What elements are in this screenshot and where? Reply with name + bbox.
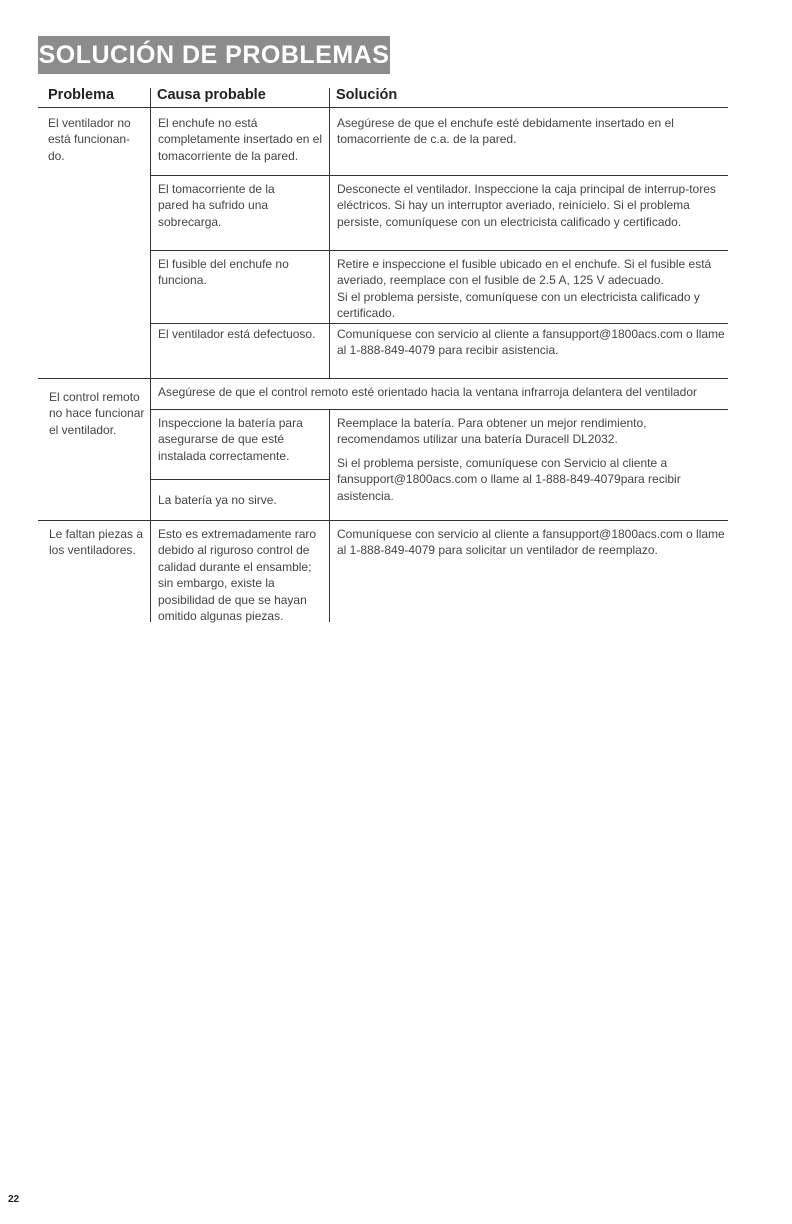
- row-separator: [151, 479, 329, 480]
- column-divider-1: [150, 88, 151, 622]
- solution-cell: Comuníquese con servicio al cliente a fansupport@1800acs.com o llame al 1-888-849-4079 para solicitar un ventilador de reemplazo.: [337, 527, 725, 558]
- problem-cell: El control remoto no hace funcionar el ventilador.: [49, 390, 145, 437]
- header-cause: Causa probable: [157, 87, 266, 103]
- column-divider-2a: [329, 88, 330, 378]
- page-number: 22: [8, 1194, 20, 1205]
- group-separator: [38, 520, 728, 521]
- solution-cell: Asegúrese de que el enchufe esté debidamente insertado en el tomacorriente de c.a. de la pared.: [337, 116, 674, 147]
- header-problem: Problema: [48, 87, 115, 103]
- cause-cell: La batería ya no sirve.: [158, 493, 277, 507]
- row-separator: [151, 250, 728, 251]
- row-separator: [151, 409, 728, 410]
- problem-cell: Le faltan piezas a los ventiladores.: [49, 527, 144, 558]
- cause-cell: Inspeccione la batería para asegurarse de que esté instalada correctamente.: [158, 416, 303, 463]
- column-divider-2b: [329, 409, 330, 622]
- cause-cell: Esto es extremadamente raro debido al riguroso control de calidad durante el ensamble; sin embargo, existe la posibilidad de que se hayan omitido algunas piezas.: [158, 527, 317, 624]
- header-solution: Solución: [336, 87, 398, 103]
- cause-cell: El ventilador está defectuoso.: [158, 327, 316, 341]
- solution-cell: Si el problema persiste, comuníquese con Servicio al cliente a fansupport@1800acs.com o llame al 1-888-849-4079para recibir asistencia.: [337, 456, 681, 503]
- cause-cell: El enchufe no está completamente insertado en el tomacorriente de la pared.: [158, 116, 323, 163]
- solution-cell: Retire e inspeccione el fusible ubicado en el enchufe. Si el fusible está averiado, reemplace con el fusible de 2.5 A, 125 V adecuado.: [337, 257, 712, 288]
- solution-cell: Desconecte el ventilador. Inspeccione la caja principal de interrup-tores eléctricos. Si hay un interruptor averiado, reinícielo. Si el problema persiste, comuníquese con un electricista calificado y certificado.: [337, 182, 716, 229]
- problem-cell: El ventilador no está funcionan-do.: [48, 116, 131, 163]
- header-underline-problem: [38, 107, 150, 108]
- row-separator: [151, 175, 728, 176]
- page-title-banner: SOLUCIÓN DE PROBLEMAS: [38, 36, 390, 74]
- solution-cell-extra: Si el problema persiste, comuníquese con un electricista calificado y certificado.: [337, 290, 700, 321]
- row-separator: [151, 323, 728, 324]
- remote-orientation-note: Asegúrese de que el control remoto esté orientado hacia la ventana infrarroja delantera del ventilador: [158, 385, 698, 399]
- cause-cell: El fusible del enchufe no funciona.: [158, 257, 289, 288]
- cause-cell: El tomacorriente de la pared ha sufrido una sobrecarga.: [158, 182, 275, 229]
- solution-cell: Comuníquese con servicio al cliente a fansupport@1800acs.com o llame al 1-888-849-4079 para recibir asistencia.: [337, 327, 725, 358]
- solution-cell: Reemplace la batería. Para obtener un mejor rendimiento, recomendamos utilizar una batería Duracell DL2032.: [337, 416, 647, 447]
- group-separator: [38, 378, 728, 379]
- header-underline-rest: [151, 107, 728, 108]
